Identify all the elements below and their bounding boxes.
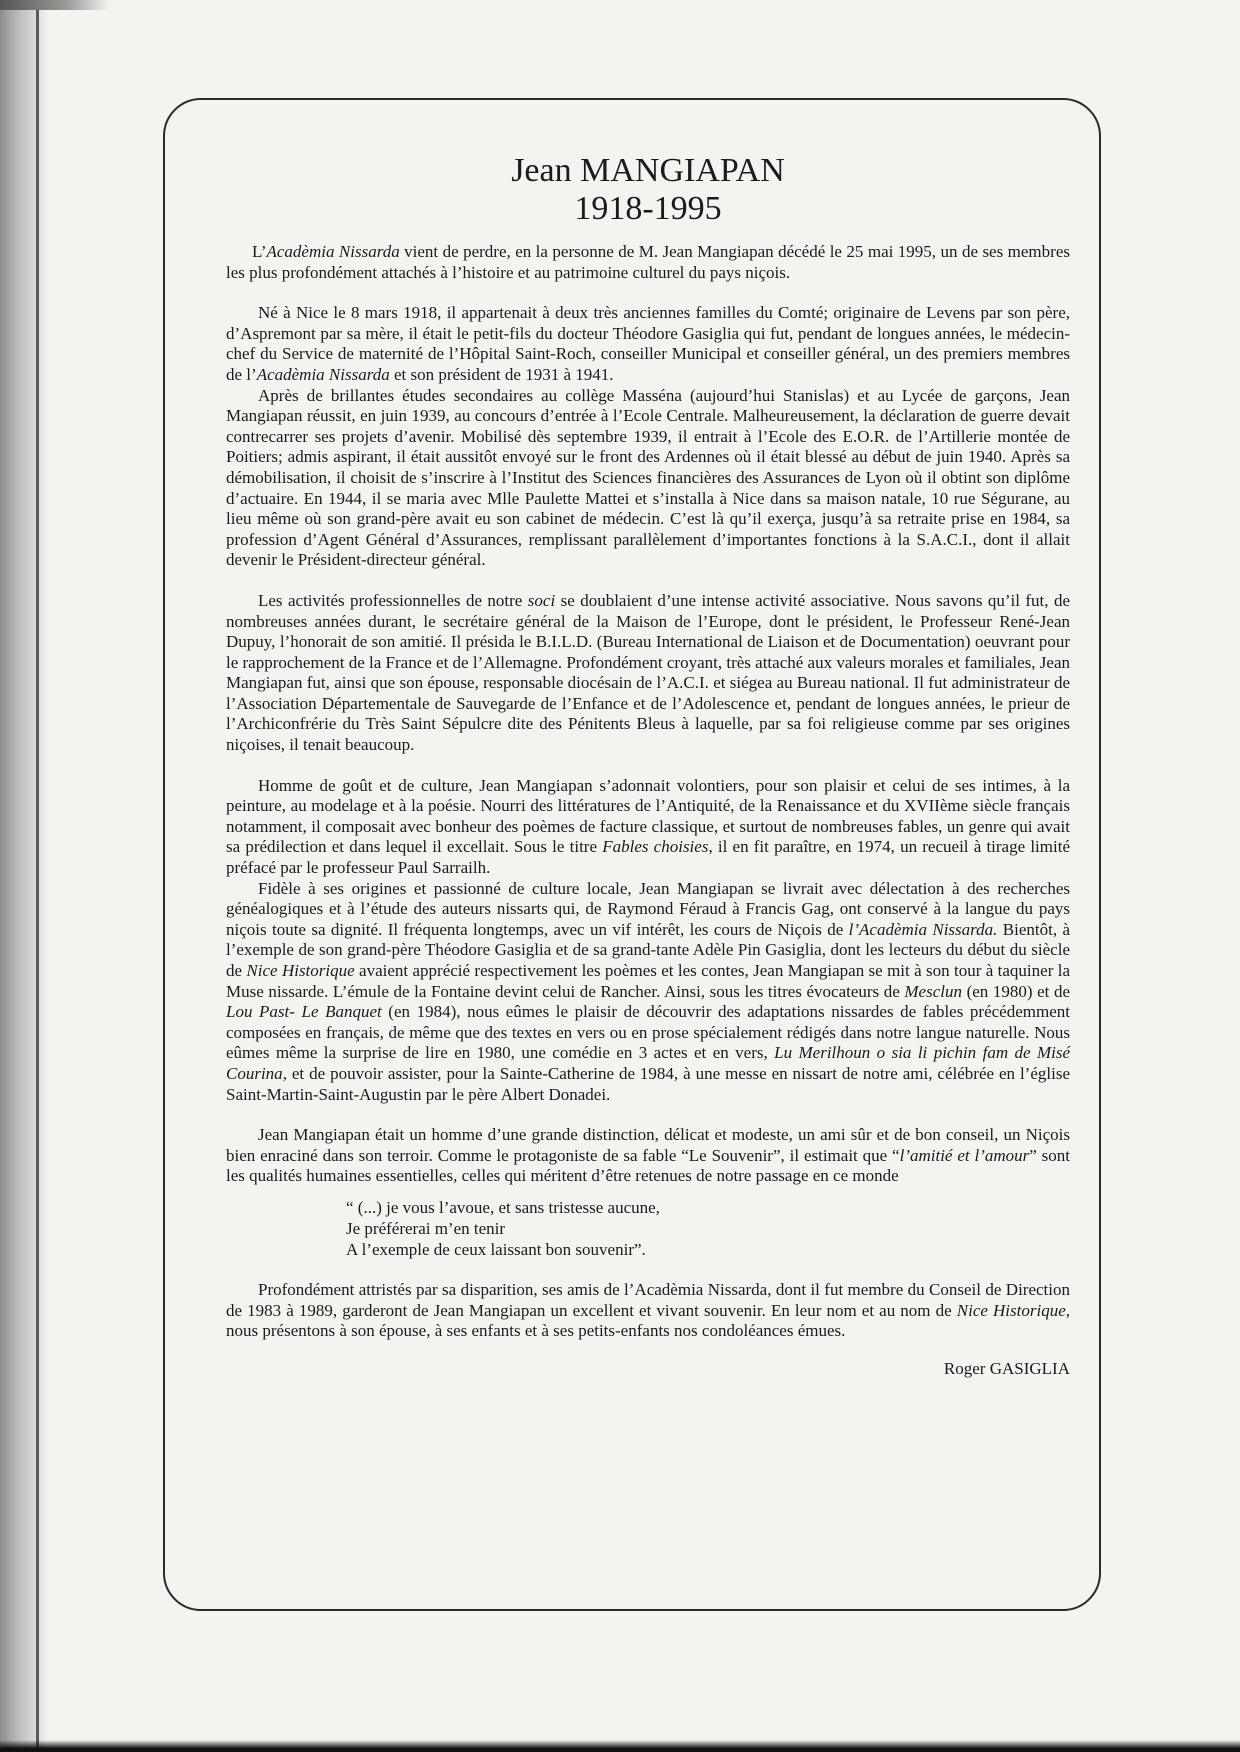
author-signature: Roger GASIGLIA xyxy=(943,1358,1070,1378)
article-paragraph xyxy=(226,776,1070,879)
italic-text: soci xyxy=(527,590,556,610)
article-years: 1918-1995 xyxy=(574,190,722,227)
text-run: vient de perdre, en la personne de M. Jean Mangiapan décédé le 25 mai 1995, un de ses membres les plus profondément attachés à l’histoire et au patrimoine culturel du pays niçois. xyxy=(226,242,1070,282)
text-run: , il en fit paraître, en 1974, un recueil à tirage limité préfacé par le professeur Paul Sarrailh. xyxy=(226,837,1070,878)
paragraph-gap xyxy=(226,756,1070,776)
italic-text: Nice Historique xyxy=(246,961,355,980)
text-run: ” sont les qualités humaines essentielles, celles qui méritent d’être retenues de notre passage en ce monde xyxy=(226,1145,1071,1186)
top-page-edge xyxy=(0,0,110,10)
text-run: Fidèle à ses origines et passionné de culture locale, Jean Mangiapan se livrait avec délectation à des recherches généalogiques et à l’étude des auteurs nissarts qui, de Raymond Féraud à Francis Gag, ont conservé à la langue du pays niçois toute sa dignité. Il fréquenta longtemps, avec un vif intérêt, les cours de Niçois de xyxy=(226,878,1070,939)
paragraph-gap xyxy=(226,283,1070,303)
article-paragraph xyxy=(226,386,1070,571)
article-title: Jean MANGIAPAN xyxy=(511,152,785,189)
italic-text: l’amitié et l’amour xyxy=(899,1145,1030,1165)
article-body xyxy=(226,242,1070,1187)
text-run: Bientôt, à l’exemple de son grand-père Théodore Gasiglia et de sa grand-tante Adèle Pin Gasiglia, dont les lecteurs du début du siècle de xyxy=(226,919,1070,980)
text-run: , nous présentons à son épouse, à ses enfants et à ses petits-enfants nos condoléances émues. xyxy=(226,1300,1070,1341)
article-paragraph xyxy=(226,1280,1070,1342)
article-paragraph xyxy=(226,591,1070,756)
italic-text: Acadèmia Nissarda xyxy=(256,364,390,384)
italic-text: Fables choisies xyxy=(602,837,709,857)
poem-quote xyxy=(346,1197,1070,1260)
italic-text: Nice Historique xyxy=(956,1300,1066,1320)
italic-text: Mesclun xyxy=(904,981,962,1001)
italic-text: l’Acadèmia Nissarda. xyxy=(848,919,998,939)
closing-paragraph xyxy=(226,1280,1070,1342)
text-run: se doublaient d’une intense activité associative. Nous savons qu’il fut, de nombreuses années durant, le secrétaire général de la Maison de l’Europe, dont le président, le Professeur René-Jean Dupuy, l’honorait de son amitié. Il présida le B.I.L.D. (Bureau International de Liaison et de Documentation) oeuvrant pour le rapprochement de la France et de l’Allemagne. Profondément croyant, très attaché aux valeurs morales et familiales, Jean Mangiapan fut, ainsi que son épouse, responsable diocésain de l’A.C.I. et siégea au Bureau national. Il fut administrateur de l’Association Départementale de Sauvegarde de l’Enfance et de l’Adolescence et, pendant de longues années, le prieur de l’Archiconfrérie du Très Saint Sépulcre dite des Pénitents Bleus à laquelle, par sa foi religieuse comme par ses origines niçoises, il tenait beaucoup. xyxy=(226,590,1071,755)
article-paragraph xyxy=(226,879,1070,1106)
text-run: et son président de 1931 à 1941. xyxy=(389,364,614,384)
quote-line: Je préférerai m’en tenir xyxy=(346,1218,506,1238)
italic-text: Acadèmia Nissarda xyxy=(266,242,400,261)
text-run: Profondément attristés par sa disparition, ses amis de l’Acadèmia Nissarda, dont il fut membre du Conseil de Direction de 1983 à 1989, garderont de Jean Mangiapan un excellent et vivant souvenir. En leur nom et au nom de xyxy=(226,1279,1070,1320)
text-run: avaient apprécié respectivement les poèmes et les contes, Jean Mangiapan se mit à son tour à taquiner la Muse nissarde. L’émule de la Fontaine devint celui de Rancher. Ainsi, sous les titres évocateurs de xyxy=(226,961,1071,1001)
text-run: Homme de goût et de culture, Jean Mangiapan s’adonnait volontiers, pour son plaisir et celui de ses intimes, à la peinture, au modelage et à la poésie. Nourri des littératures de l’Antiquité, de la Renaissance et du XVIIème siècle français notamment, il composait avec bonheur des poèmes de facture classique, et surtout de nombreuses fables, un genre qui avait sa prédilection et dans lequel il excellait. Sous le titre xyxy=(226,775,1070,857)
text-run: L’ xyxy=(252,242,267,261)
text-run: (en 1984), nous eûmes le plaisir de découvrir des adaptations nissardes de fables précédemment composées en français, de même que des textes en vers ou en prose spécialement rédigés dans notre langue naturelle. Nous eûmes même la surprise de lire en 1980, une comédie en 3 actes et en vers, xyxy=(226,1002,1070,1063)
text-run: (en 1980) et de xyxy=(961,981,1070,1001)
quote-line: A l’exemple de ceux laissant bon souvenir”. xyxy=(346,1239,646,1259)
text-run: Les activités professionnelles de notre xyxy=(258,590,528,610)
article-paragraph xyxy=(226,242,1070,283)
paragraph-gap xyxy=(226,1105,1070,1125)
article-content xyxy=(226,152,1070,1379)
text-run: Né à Nice le 8 mars 1918, il appartenait à deux très anciennes familles du Comté; originaire de Levens par son père, d’Aspremont par sa mère, il était le petit-fils du docteur Théodore Gasiglia qui fut, pendant de longues années, le médecin-chef du Service de maternité de l’Hôpital Saint-Roch, conseiller Municipal et conseiller général, un des premiers membres de l’ xyxy=(226,303,1070,384)
italic-text: Lou Past- Le Banquet xyxy=(226,1002,382,1022)
text-run: , et de pouvoir assister, pour la Sainte-Catherine de 1984, à une messe en nissart de notre ami, célébrée en l’église Saint-Martin-Saint-Augustin par le père Albert Donadei. xyxy=(226,1063,1070,1104)
article-paragraph xyxy=(226,1125,1070,1187)
article-paragraph xyxy=(226,303,1070,385)
page-binding-shadow xyxy=(0,0,48,1752)
text-run: Jean Mangiapan était un homme d’une grande distinction, délicat et modeste, un ami sûr et de bon conseil, un Niçois bien enraciné dans son terroir. Comme le protagoniste de sa fable “Le Souvenir”, il estimait que “ xyxy=(226,1125,1070,1165)
spine-line xyxy=(36,0,39,1752)
quote-line: “ (...) je vous l’avoue, et sans tristesse aucune, xyxy=(346,1197,660,1217)
paragraph-gap xyxy=(226,571,1070,591)
text-run: Après de brillantes études secondaires au collège Masséna (aujourd’hui Stanislas) et au Lycée de garçons, Jean Mangiapan réussit, en juin 1939, au concours d’entrée à l’Ecole Centrale. Malheureusement, la déclaration de guerre devait contrecarrer ses projets d’avenir. Mobilisé dès septembre 1939, il entrait à l’Ecole des E.O.R. de l’Artillerie montée de Poitiers; admis aspirant, il était aussitôt envoyé sur le front des Ardennes où il était blessé au début de juin 1940. Après sa démobilisation, il choisit de s’inscrire à l’Institut des Sciences financières des Assurances de Lyon où il obtint son diplôme d’actuaire. En 1944, il se maria avec Mlle Paulette Mattei et s’installa à Nice dans sa maison natale, 10 rue Ségurane, au lieu même où son grand-père avait eu son cabinet de médecin. C’est là qu’il exerça, jusqu’à sa retraite prise en 1984, sa profession d’Agent Général d’Assurances, remplissant parallèlement d’importantes fonctions à la S.A.C.I., dont il allait devenir le Président-directeur général. xyxy=(226,385,1070,570)
italic-text: Lu Merilhoun o sia li pichin fam de Misé Courina xyxy=(226,1043,1071,1083)
bottom-page-edge xyxy=(0,1740,1240,1752)
